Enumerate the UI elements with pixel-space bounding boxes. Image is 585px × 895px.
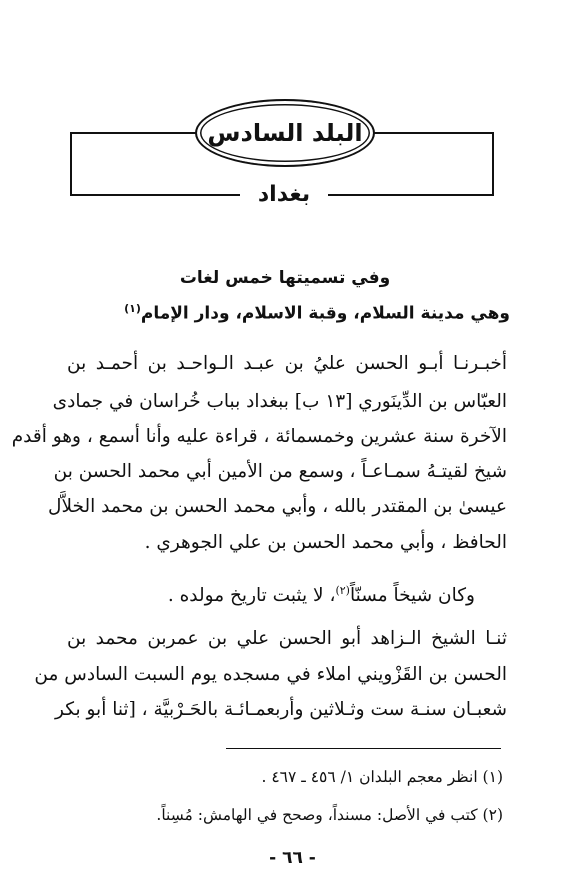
heading-2-text: وهي مدينة السلام، وقبة الاسلام، ودار الإمام [140,303,510,324]
chapter-title: البلد السادس [207,119,363,147]
paragraph-2-text-b: ، لا يثبت تاريخ مولده . [167,585,336,607]
paragraph-1-line-3: الآخرة سنة عشرين وخمسمائة ، قراءة عليه وأنا أسمع ، وهو أقدم [11,426,507,447]
header-frame-top-left [70,132,198,134]
paragraph-1-line-5: عيسىٰ بن المقتدر بالله ، وأبي محمد الحسن بن محمد الخلاَّل [48,496,507,517]
footnote-2: (٢) كتب في الأصل: مسنداً، وصحح في الهامش: مُسِناً. [156,806,503,824]
paragraph-1-line-6: الحافظ ، وأبي محمد الحسن بن علي الجوهري . [144,532,507,553]
footnote-separator [226,748,501,749]
chapter-subtitle: بغداد [257,182,311,207]
paragraph-2 [65,578,475,609]
paragraph-2-note-marker: (٢) [335,584,350,597]
paragraph-3-line-2: الحسن بن القَزْويني املاء في مسجده يوم السبت السادس من [34,664,507,685]
chapter-title-oval [195,99,375,167]
paragraph-2-text-a: وكان شيخاً مسنّاً [349,585,475,607]
header-frame-top-right [369,132,494,134]
paragraph-1-line-2: العبّاس بن الدِّينَوري [١٣ ب] ببغداد بباب خُراسان في جمادى [52,391,507,412]
paragraph-1-line-4: شيخ لقيتـهُ سمـاعـاً ، وسمع من الأمين أبي محمد الحسن بن [53,461,507,482]
footnote-1: (١) انظر معجم البلدان ١/ ٤٥٦ ـ ٤٦٧ . [261,768,503,786]
heading-1: وفي تسميتها خمس لغات [179,268,391,288]
paragraph-1-line-1: أخبـرنـا أبـو الحسن عليُ بن عبـد الـواحـد بن أحمـد بن [67,353,507,374]
paragraph-3-line-1: ثنـا الشيخ الـزاهد أبو الحسن علي بن عمربن محمد بن [67,628,508,649]
heading-2 [70,302,510,324]
paragraph-3-line-3: شعبـان سنـة ست وثـلاثين وأربعمـائـة بالحَـرْبيَّة ، [ثنا أبو بكر [55,699,507,720]
page-number: - ٦٦ - [269,848,316,868]
heading-2-note-marker: (١) [124,302,141,315]
